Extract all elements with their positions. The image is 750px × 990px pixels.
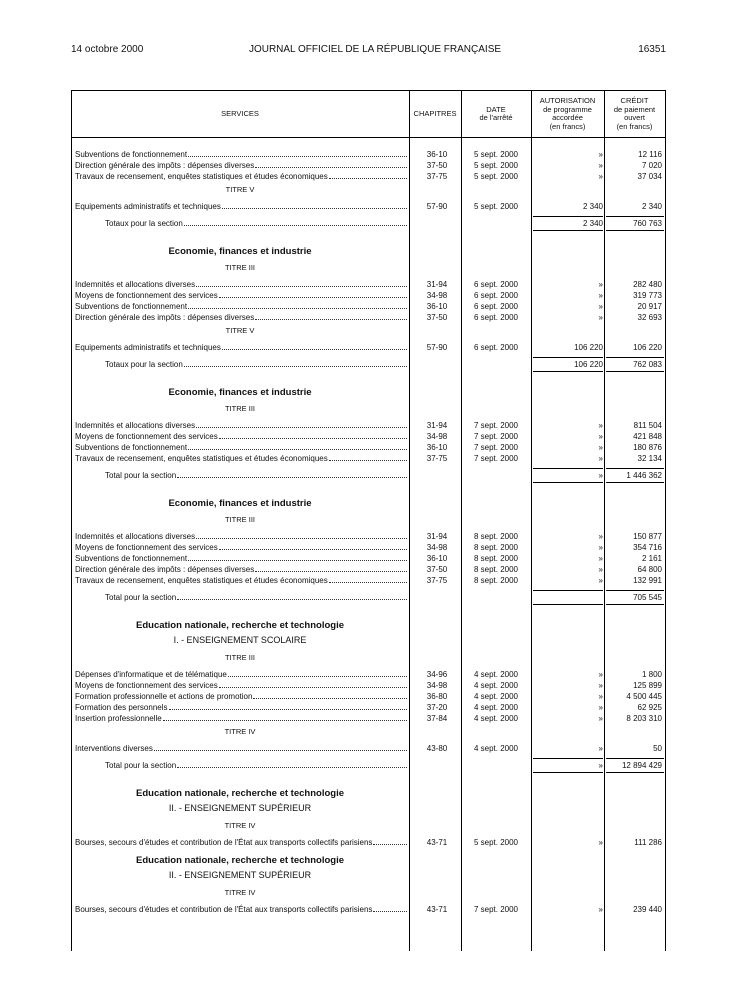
credit-cell: 180 876 (633, 443, 662, 452)
autorisation-cell: » (598, 161, 603, 170)
row-label (75, 431, 407, 442)
row-label-text: Insertion professionnelle (75, 714, 162, 723)
total-rule (533, 468, 603, 469)
leader-dots (219, 290, 407, 298)
credit-cell: 762 083 (633, 360, 662, 369)
chapitre-cell: 36-10 (426, 150, 448, 159)
row-label (75, 160, 407, 171)
row-label (75, 680, 407, 691)
row-label-text: Indemnités et allocations diverses (75, 280, 196, 289)
chapitre-cell: 36-10 (426, 443, 448, 452)
leader-dots (177, 760, 407, 768)
table-row (71, 442, 666, 453)
total-row (71, 470, 666, 481)
column-header-credit: CRÉDIT de paiement ouvert (en francs) (613, 96, 656, 131)
row-label-text: Total pour la section (105, 593, 177, 602)
row-label (75, 279, 407, 290)
credit-cell: 50 (653, 744, 662, 753)
leader-dots (188, 442, 407, 450)
autorisation-cell: » (598, 454, 603, 463)
credit-cell: 32 134 (637, 454, 662, 463)
table-row (71, 564, 666, 575)
autorisation-cell: » (598, 421, 603, 430)
table-row (71, 531, 666, 542)
date-cell: 6 sept. 2000 (473, 280, 519, 289)
section-heading: Education nationale, recherche et technologie (136, 620, 344, 631)
credit-cell: 125 899 (633, 681, 662, 690)
total-rule (533, 357, 603, 358)
row-label-text: Moyens de fonctionnement des services (75, 432, 218, 441)
credit-cell: 111 286 (634, 838, 662, 847)
table-row (71, 342, 666, 353)
leader-dots (222, 201, 407, 209)
leader-dots (255, 564, 407, 572)
autorisation-cell: » (598, 291, 603, 300)
row-label-text: Dépenses d'informatique et de télématique (75, 670, 227, 679)
row-label-text: Total pour la section (105, 471, 177, 480)
row-label-text: Bourses, secours d'études et contribution de l'État aux transports collectifs parisiens (75, 905, 373, 914)
table-row (71, 575, 666, 586)
autorisation-cell: » (598, 744, 603, 753)
credit-cell: 150 877 (633, 532, 662, 541)
date-cell: 5 sept. 2000 (473, 202, 519, 211)
leader-dots (255, 312, 407, 320)
section-heading: Economie, finances et industrie (168, 246, 312, 257)
column-header-autorisation: AUTORISATION de programme accordée (en francs) (539, 96, 596, 131)
section-heading: Education nationale, recherche et technologie (136, 855, 344, 866)
table-row (71, 149, 666, 160)
autorisation-cell: » (598, 280, 603, 289)
subsection-heading: II. - ENSEIGNEMENT SUPÉRIEUR (168, 803, 312, 813)
leader-dots (219, 680, 407, 688)
date-cell: 8 sept. 2000 (473, 532, 519, 541)
autorisation-cell: » (598, 670, 603, 679)
chapitre-cell: 37-50 (426, 313, 448, 322)
total-rule (606, 468, 664, 469)
table-row (71, 542, 666, 553)
chapitre-cell: 34-98 (426, 681, 448, 690)
total-rule (606, 371, 664, 372)
table-row (71, 160, 666, 171)
total-rule (533, 230, 603, 231)
credit-cell: 32 693 (637, 313, 662, 322)
leader-dots (177, 470, 407, 478)
leader-dots (196, 531, 407, 539)
row-label-text: Travaux de recensement, enquêtes statistiques et études économiques (75, 454, 328, 463)
chapitre-cell: 37-50 (426, 565, 448, 574)
total-rule (533, 772, 603, 773)
row-label (75, 420, 407, 431)
autorisation-cell: 106 220 (574, 343, 603, 352)
autorisation-cell: » (598, 703, 603, 712)
chapitre-cell: 43-80 (426, 744, 448, 753)
credit-cell: 132 991 (633, 576, 662, 585)
total-row (71, 592, 666, 603)
leader-dots (177, 592, 407, 600)
date-cell: 5 sept. 2000 (473, 172, 519, 181)
autorisation-cell: 2 340 (582, 219, 603, 228)
autorisation-cell: » (598, 172, 603, 181)
total-rule (606, 604, 664, 605)
section-heading: Education nationale, recherche et technologie (136, 788, 344, 799)
table-row (71, 837, 666, 848)
section-heading: Economie, finances et industrie (168, 387, 312, 398)
row-label-text: Direction générale des impôts : dépenses diverses (75, 313, 255, 322)
row-label (75, 542, 407, 553)
table-row (71, 553, 666, 564)
leader-dots (373, 904, 407, 912)
chapitre-cell: 36-10 (426, 302, 448, 311)
table-row (71, 680, 666, 691)
date-cell: 8 sept. 2000 (473, 543, 519, 552)
titre-heading: TITRE III (225, 515, 255, 524)
table-row (71, 743, 666, 754)
leader-dots (219, 542, 407, 550)
row-label (75, 290, 407, 301)
row-label (75, 171, 407, 182)
autorisation-cell: » (598, 150, 603, 159)
row-label (75, 743, 407, 754)
credit-cell: 7 020 (641, 161, 662, 170)
date-cell: 7 sept. 2000 (473, 905, 519, 914)
credit-cell: 705 545 (633, 593, 662, 602)
leader-dots (188, 553, 407, 561)
row-label-text: Totaux pour la section (105, 219, 183, 228)
credit-cell: 1 446 362 (626, 471, 662, 480)
total-row (71, 359, 666, 370)
total-rule (533, 371, 603, 372)
table-row (71, 669, 666, 680)
row-label-text: Moyens de fonctionnement des services (75, 543, 218, 552)
credit-cell: 2 340 (641, 202, 662, 211)
credit-cell: 421 848 (633, 432, 662, 441)
table-row (71, 420, 666, 431)
leader-dots (154, 743, 407, 751)
chapitre-cell: 37-50 (426, 161, 448, 170)
total-rule (606, 590, 664, 591)
autorisation-cell: 106 220 (574, 360, 603, 369)
row-label (75, 201, 407, 212)
row-label-text: Totaux pour la section (105, 360, 183, 369)
credit-cell: 319 773 (633, 291, 662, 300)
table-row (71, 301, 666, 312)
credit-cell: 62 925 (637, 703, 662, 712)
credit-cell: 760 763 (633, 219, 662, 228)
chapitre-cell: 36-80 (426, 692, 448, 701)
autorisation-cell: » (598, 838, 603, 847)
total-rule (606, 758, 664, 759)
chapitre-cell: 36-10 (426, 554, 448, 563)
row-label (75, 713, 407, 724)
credit-cell: 64 800 (637, 565, 662, 574)
credit-cell: 2 161 (641, 554, 662, 563)
section-heading: Economie, finances et industrie (168, 498, 312, 509)
row-label (75, 301, 407, 312)
chapitre-cell: 37-75 (426, 172, 448, 181)
row-label-text: Subventions de fonctionnement (75, 150, 188, 159)
row-label (105, 470, 407, 481)
autorisation-cell: » (598, 313, 603, 322)
column-header-services: SERVICES (221, 108, 259, 118)
header-date: 14 octobre 2000 (71, 44, 144, 55)
total-row (71, 760, 666, 771)
row-label-text: Moyens de fonctionnement des services (75, 681, 218, 690)
credit-cell: 282 480 (633, 280, 662, 289)
subsection-heading: II. - ENSEIGNEMENT SUPÉRIEUR (168, 870, 312, 880)
row-label-text: Formation des personnels (75, 703, 168, 712)
chapitre-cell: 57-90 (426, 202, 448, 211)
date-cell: 7 sept. 2000 (473, 443, 519, 452)
table-row (71, 171, 666, 182)
total-rule (606, 216, 664, 217)
date-cell: 8 sept. 2000 (473, 576, 519, 585)
titre-heading: TITRE IV (224, 888, 256, 897)
leader-dots (253, 691, 407, 699)
row-label (75, 342, 407, 353)
column-header-date: DATE de l'arrêté (479, 104, 513, 122)
date-cell: 7 sept. 2000 (473, 432, 519, 441)
row-label-text: Direction générale des impôts : dépenses diverses (75, 161, 255, 170)
autorisation-cell: » (598, 692, 603, 701)
credit-cell: 8 203 310 (626, 714, 662, 723)
page-number: 16351 (638, 44, 666, 55)
row-label-text: Travaux de recensement, enquêtes statistiques et études économiques (75, 172, 328, 181)
row-label (75, 691, 407, 702)
autorisation-cell: » (598, 471, 603, 480)
date-cell: 8 sept. 2000 (473, 554, 519, 563)
total-rule (533, 216, 603, 217)
leader-dots (163, 713, 407, 721)
row-label (75, 453, 407, 464)
table-row (71, 702, 666, 713)
table-row (71, 453, 666, 464)
journal-title: JOURNAL OFFICIEL DE LA RÉPUBLIQUE FRANÇAISE (248, 44, 502, 55)
leader-dots (255, 160, 407, 168)
column-header-chapitres: CHAPITRES (413, 108, 457, 118)
total-rule (533, 758, 603, 759)
total-rule (533, 590, 603, 591)
chapitre-cell: 57-90 (426, 343, 448, 352)
chapitre-cell: 31-94 (426, 280, 448, 289)
row-label-text: Subventions de fonctionnement (75, 554, 188, 563)
row-label-text: Subventions de fonctionnement (75, 302, 188, 311)
total-rule (606, 357, 664, 358)
leader-dots (373, 837, 407, 845)
date-cell: 7 sept. 2000 (473, 421, 519, 430)
row-label (75, 312, 407, 323)
row-label-text: Moyens de fonctionnement des services (75, 291, 218, 300)
table-row (71, 290, 666, 301)
autorisation-cell: » (598, 681, 603, 690)
chapitre-cell: 31-94 (426, 532, 448, 541)
date-cell: 5 sept. 2000 (473, 150, 519, 159)
date-cell: 8 sept. 2000 (473, 565, 519, 574)
autorisation-cell: 2 340 (582, 202, 603, 211)
row-label-text: Total pour la section (105, 761, 177, 770)
total-row (71, 218, 666, 229)
leader-dots (188, 149, 407, 157)
row-label-text: Indemnités et allocations diverses (75, 532, 196, 541)
date-cell: 7 sept. 2000 (473, 454, 519, 463)
chapitre-cell: 34-98 (426, 543, 448, 552)
titre-heading: TITRE V (225, 185, 255, 194)
date-cell: 4 sept. 2000 (473, 703, 519, 712)
date-cell: 4 sept. 2000 (473, 681, 519, 690)
row-label (75, 702, 407, 713)
date-cell: 4 sept. 2000 (473, 692, 519, 701)
subsection-heading: I. - ENSEIGNEMENT SCOLAIRE (173, 635, 307, 645)
total-rule (606, 772, 664, 773)
leader-dots (222, 342, 407, 350)
row-label-text: Interventions diverses (75, 744, 153, 753)
total-rule (606, 482, 664, 483)
row-label (75, 575, 407, 586)
table-row (71, 279, 666, 290)
autorisation-cell: » (598, 714, 603, 723)
date-cell: 4 sept. 2000 (473, 714, 519, 723)
row-label (105, 592, 407, 603)
header-rule (71, 137, 666, 138)
row-label (75, 837, 407, 848)
titre-heading: TITRE III (225, 404, 255, 413)
leader-dots (184, 218, 407, 226)
row-label-text: Formation professionnelle et actions de promotion (75, 692, 253, 701)
titre-heading: TITRE IV (224, 727, 256, 736)
autorisation-cell: » (598, 543, 603, 552)
titre-heading: TITRE IV (224, 821, 256, 830)
leader-dots (184, 359, 407, 367)
leader-dots (169, 702, 408, 710)
date-cell: 4 sept. 2000 (473, 670, 519, 679)
autorisation-cell: » (598, 576, 603, 585)
total-rule (533, 482, 603, 483)
leader-dots (196, 420, 407, 428)
date-cell: 6 sept. 2000 (473, 343, 519, 352)
date-cell: 6 sept. 2000 (473, 291, 519, 300)
autorisation-cell: » (598, 443, 603, 452)
autorisation-cell: » (598, 761, 603, 770)
row-label (75, 149, 407, 160)
row-label-text: Equipements administratifs et techniques (75, 202, 221, 211)
row-label (75, 553, 407, 564)
chapitre-cell: 43-71 (426, 905, 448, 914)
date-cell: 4 sept. 2000 (473, 744, 519, 753)
credit-cell: 12 894 429 (621, 761, 662, 770)
date-cell: 5 sept. 2000 (473, 161, 519, 170)
chapitre-cell: 37-20 (426, 703, 448, 712)
titre-heading: TITRE III (225, 263, 255, 272)
chapitre-cell: 43-71 (426, 838, 448, 847)
credits-table (71, 90, 666, 951)
table-row (71, 431, 666, 442)
row-label-text: Bourses, secours d'études et contribution de l'État aux transports collectifs parisiens (75, 838, 373, 847)
row-label (75, 904, 407, 915)
date-cell: 5 sept. 2000 (473, 838, 519, 847)
credit-cell: 20 917 (637, 302, 662, 311)
autorisation-cell: » (598, 554, 603, 563)
credit-cell: 811 504 (633, 421, 662, 430)
leader-dots (196, 279, 407, 287)
date-cell: 6 sept. 2000 (473, 302, 519, 311)
row-label-text: Travaux de recensement, enquêtes statistiques et études économiques (75, 576, 328, 585)
table-row (71, 312, 666, 323)
autorisation-cell: » (598, 905, 603, 914)
credit-cell: 106 220 (633, 343, 662, 352)
chapitre-cell: 34-98 (426, 432, 448, 441)
chapitre-cell: 31-94 (426, 421, 448, 430)
leader-dots (329, 171, 407, 179)
credit-cell: 37 034 (637, 172, 662, 181)
row-label (105, 359, 407, 370)
leader-dots (228, 669, 407, 677)
leader-dots (329, 453, 407, 461)
row-label (105, 218, 407, 229)
leader-dots (188, 301, 407, 309)
autorisation-cell: » (598, 302, 603, 311)
autorisation-cell: » (598, 432, 603, 441)
row-label (105, 760, 407, 771)
table-row (71, 904, 666, 915)
leader-dots (329, 575, 407, 583)
row-label (75, 531, 407, 542)
chapitre-cell: 37-75 (426, 576, 448, 585)
row-label-text: Direction générale des impôts : dépenses diverses (75, 565, 255, 574)
row-label (75, 669, 407, 680)
date-cell: 6 sept. 2000 (473, 313, 519, 322)
table-row (71, 713, 666, 724)
credit-cell: 1 800 (641, 670, 662, 679)
credit-cell: 12 116 (638, 150, 662, 159)
table-row (71, 201, 666, 212)
row-label-text: Equipements administratifs et techniques (75, 343, 221, 352)
titre-heading: TITRE V (225, 326, 255, 335)
titre-heading: TITRE III (225, 653, 255, 662)
table-row (71, 691, 666, 702)
credit-cell: 239 440 (633, 905, 662, 914)
row-label-text: Indemnités et allocations diverses (75, 421, 196, 430)
total-rule (606, 230, 664, 231)
chapitre-cell: 37-84 (426, 714, 448, 723)
total-rule (533, 604, 603, 605)
autorisation-cell: » (598, 565, 603, 574)
row-label-text: Subventions de fonctionnement (75, 443, 188, 452)
credit-cell: 4 500 445 (626, 692, 662, 701)
chapitre-cell: 34-98 (426, 291, 448, 300)
row-label (75, 442, 407, 453)
leader-dots (219, 431, 407, 439)
chapitre-cell: 37-75 (426, 454, 448, 463)
row-label (75, 564, 407, 575)
chapitre-cell: 34-96 (426, 670, 448, 679)
autorisation-cell: » (598, 532, 603, 541)
credit-cell: 354 716 (633, 543, 662, 552)
